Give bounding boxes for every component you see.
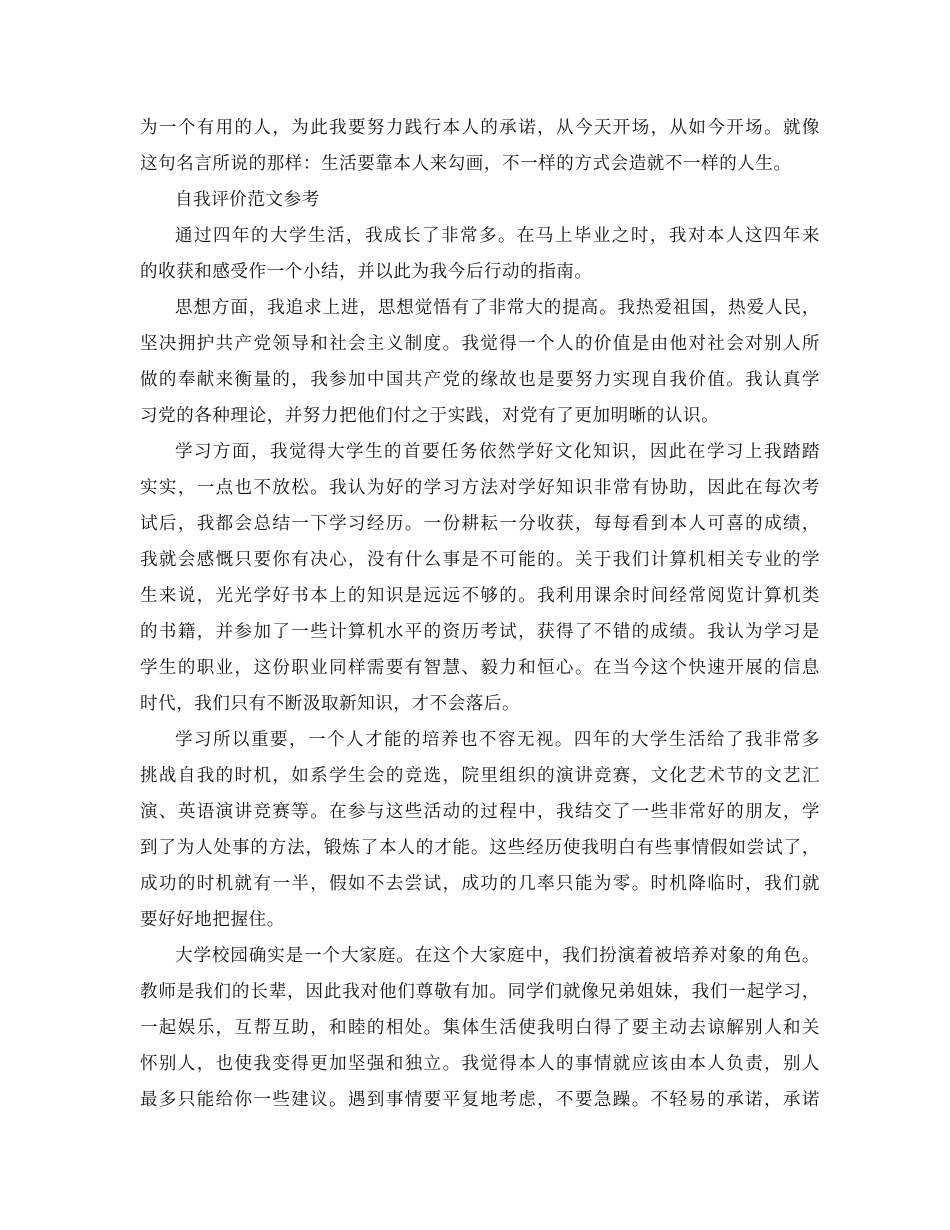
document-body xyxy=(140,110,820,1118)
text-line: 学习方面，我觉得大学生的首要任务依然学好文化知识，因此在学习上我踏踏 xyxy=(175,442,820,462)
paragraph-continuation xyxy=(140,110,820,182)
paragraph-intro xyxy=(140,218,820,290)
text-line: 教师是我们的长辈，因此我对他们尊敬有加。同学们就像兄弟姐妹，我们一起学习， xyxy=(140,982,820,1002)
section-heading xyxy=(140,182,820,218)
paragraph-thought xyxy=(140,290,820,434)
text-line: 要好好地把握住。 xyxy=(140,910,285,930)
text-line: 为一个有用的人，为此我要努力践行本人的承诺，从今天开场，从如今开场。就像 xyxy=(140,118,820,138)
text-line: 成功的时机就有一半，假如不去尝试，成功的几率只能为零。时机降临时，我们就 xyxy=(140,874,820,894)
paragraph-ability xyxy=(140,722,820,938)
text-line: 这句名言所说的那样：生活要靠本人来勾画，不一样的方式会造就不一样的人生。 xyxy=(140,154,792,174)
text-line: 生来说，光光学好书本上的知识是远远不够的。我利用课余时间经常阅览计算机类 xyxy=(140,586,820,606)
text-line: 坚决拥护共产党领导和社会主义制度。我觉得一个人的价值是由他对社会对别人所 xyxy=(140,334,820,354)
text-line: 思想方面，我追求上进，思想觉悟有了非常大的提高。我热爱祖国，热爱人民， xyxy=(175,298,820,318)
paragraph-campus xyxy=(140,938,820,1118)
text-line: 的收获和感受作一个小结，并以此为我今后行动的指南。 xyxy=(140,262,593,282)
text-line: 演、英语演讲竞赛等。在参与这些活动的过程中，我结交了一些非常好的朋友，学 xyxy=(140,802,820,822)
text-line: 的书籍，并参加了一些计算机水平的资历考试，获得了不错的成绩。我认为学习是 xyxy=(140,622,820,642)
text-line: 怀别人，也使我变得更加坚强和独立。我觉得本人的事情就应该由本人负责，别人 xyxy=(140,1054,820,1074)
text-line: 一起娱乐，互帮互助，和睦的相处。集体生活使我明白得了要主动去谅解别人和关 xyxy=(140,1018,820,1038)
text-line: 挑战自我的时机，如系学生会的竞选，院里组织的演讲竞赛，文化艺术节的文艺汇 xyxy=(140,766,820,786)
text-line: 试后，我都会总结一下学习经历。一份耕耘一分收获，每每看到本人可喜的成绩， xyxy=(140,514,820,534)
text-line: 做的奉献来衡量的，我参加中国共产党的缘故也是要努力实现自我价值。我认真学 xyxy=(140,370,820,390)
text-line: 实实，一点也不放松。我认为好的学习方法对学好知识非常有协助，因此在每次考 xyxy=(140,478,820,498)
text-line: 通过四年的大学生活，我成长了非常多。在马上毕业之时，我对本人这四年来 xyxy=(175,226,820,246)
text-line: 大学校园确实是一个大家庭。在这个大家庭中，我们扮演着被培养对象的角色。 xyxy=(175,946,820,966)
text-line: 到了为人处事的方法，锻炼了本人的才能。这些经历使我明白有些事情假如尝试了， xyxy=(140,838,820,858)
text-line: 学习所以重要，一个人才能的培养也不容无视。四年的大学生活给了我非常多 xyxy=(175,730,820,750)
text-line: 学生的职业，这份职业同样需要有智慧、毅力和恒心。在当今这个快速开展的信息 xyxy=(140,658,820,678)
paragraph-study xyxy=(140,434,820,722)
text-line: 习党的各种理论，并努力把他们付之于实践，对党有了更加明晰的认识。 xyxy=(140,406,720,426)
text-line: 时代，我们只有不断汲取新知识，才不会落后。 xyxy=(140,694,521,714)
text-line: 最多只能给你一些建议。遇到事情要平复地考虑，不要急躁。不轻易的承诺，承诺 xyxy=(140,1090,820,1110)
text-line: 我就会感慨只要你有决心，没有什么事是不可能的。关于我们计算机相关专业的学 xyxy=(140,550,820,570)
text-line: 自我评价范文参考 xyxy=(175,190,320,210)
